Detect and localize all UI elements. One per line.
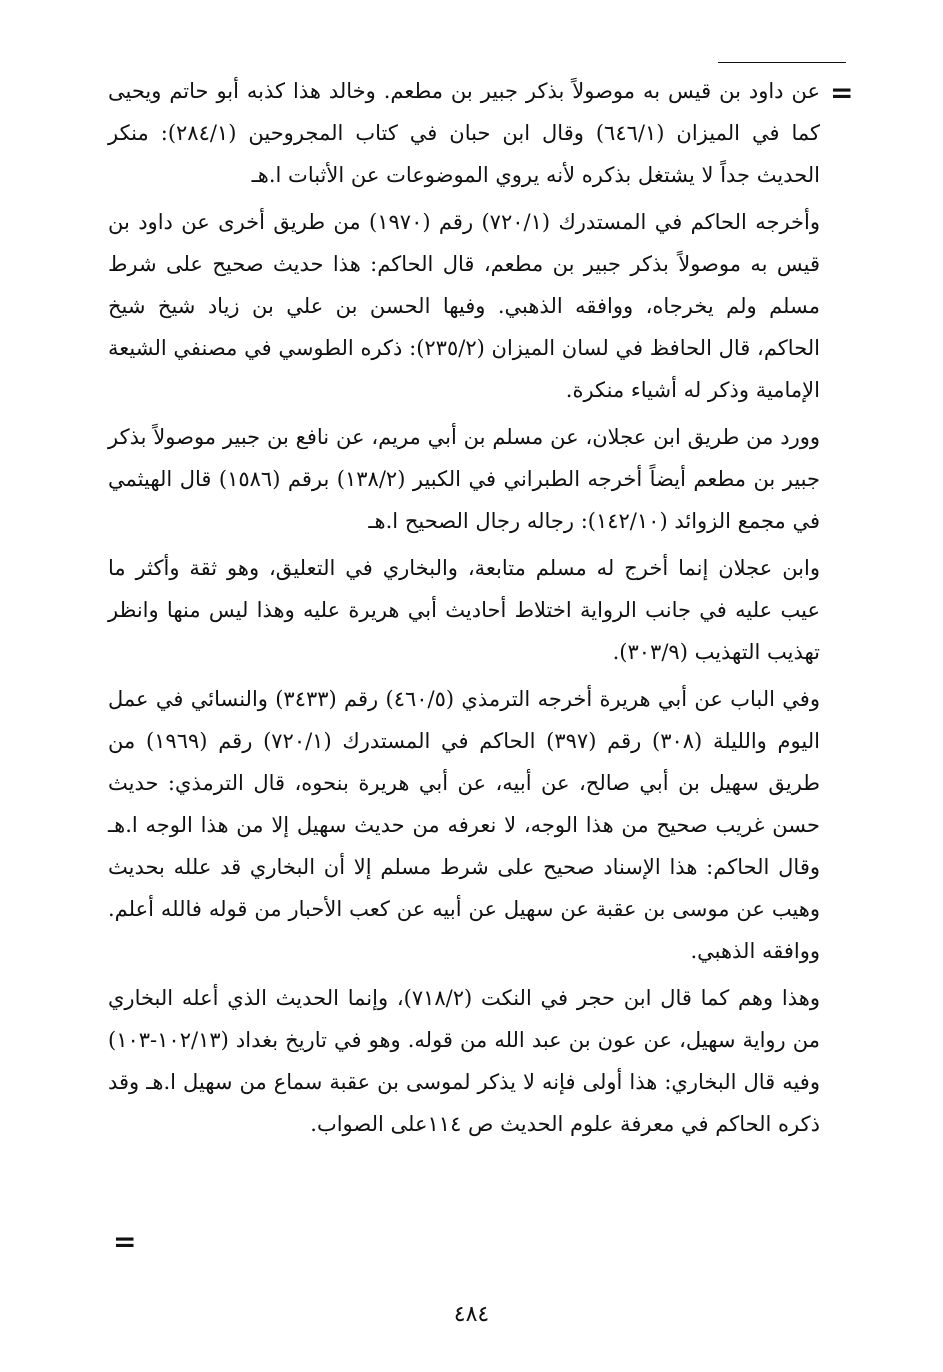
paragraph: وابن عجلان إنما أخرج له مسلم متابعة، والبخاري في التعليق، وهو ثقة وأكثر ما عيب عليه في جانب الرواية اختلاط أحاديث أبي هريرة عليه وهذا ليس منها وانظر تهذيب التهذيب (٣٠٣/٩). (108, 556, 820, 664)
continuation-mark-top: = (830, 76, 854, 109)
paragraph: وأخرجه الحاكم في المستدرك (٧٢٠/١) رقم (١٩٧٠) من طريق أخرى عن داود بن قيس به موصولاً بذكر جبير بن مطعم، قال الحاكم: هذا حديث صحيح على شرط مسلم ولم يخرجاه، ووافقه الذهبي. وفيها الحسن بن علي بن زياد شيخ شيخ الحاكم، قال الحافظ في لسان الميزان (٢٣٥/٢): ذكره الطوسي في مصنفي الشيعة الإمامية وذكر له أشياء منكرة. (108, 210, 820, 402)
paragraph: وورد من طريق ابن عجلان، عن مسلم بن أبي مريم، عن نافع بن جبير موصولاً بذكر جبير بن مطعم أيضاً أخرجه الطبراني في الكبير (١٣٨/٢) برقم (١٥٨٦) قال الهيثمي في مجمع الزوائد (١٤٢/١٠): رجاله رجال الصحيح ا.هـ (108, 425, 821, 533)
paragraph: وفي الباب عن أبي هريرة أخرجه الترمذي (٤٦٠/٥) رقم (٣٤٣٣) والنسائي في عمل اليوم والليلة (٣٠٨) رقم (٣٩٧) الحاكم في المستدرك (٧٢٠/١) رقم (١٩٦٩) من طريق سهيل بن أبي صالح، عن أبيه، عن أبي هريرة بنحوه، قال الترمذي: حديث حسن غريب صحيح من هذا الوجه، لا نعرفه من حديث سهيل إلا من هذا الوجه ا.هـ وقال الحاكم: هذا الإسناد صحيح على شرط مسلم إلا أن البخاري قد علله بحديث وهيب عن موسى بن عقبة عن سهيل عن أبيه عن كعب الأحبار من قوله فالله أعلم. ووافقه الذهبي. (108, 687, 820, 963)
paragraph: وهذا وهم كما قال ابن حجر في النكت (٧١٨/٢)، وإنما الحديث الذي أعله البخاري من رواية سهيل، عن عون بن عبد الله من قوله. وهو في تاريخ بغداد (١٠٢/١٣-١٠٣) وفيه قال البخاري: هذا أولى فإنه لا يذكر لموسى بن عقبة سماع من سهيل ا.هـ وقد ذكره الحاكم في معرفة علوم الحديث ص ١١٤على الصواب. (108, 986, 820, 1136)
continuation-mark-bottom: = (113, 1225, 137, 1258)
page-number: ٤٨٤ (453, 1302, 490, 1327)
footnote-separator-line (718, 62, 846, 63)
footnote-text (108, 70, 820, 1145)
paragraph: عن داود بن قيس به موصولاً بذكر جبير بن مطعم. وخالد هذا كذبه أبو حاتم ويحيى كما في الميزان (٦٤٦/١) وقال ابن حبان في كتاب المجروحين (٢٨٤/١): منكر الحديث جداً لا يشتغل بذكره لأنه يروي الموضوعات عن الأثبات ا.هـ (108, 79, 820, 187)
